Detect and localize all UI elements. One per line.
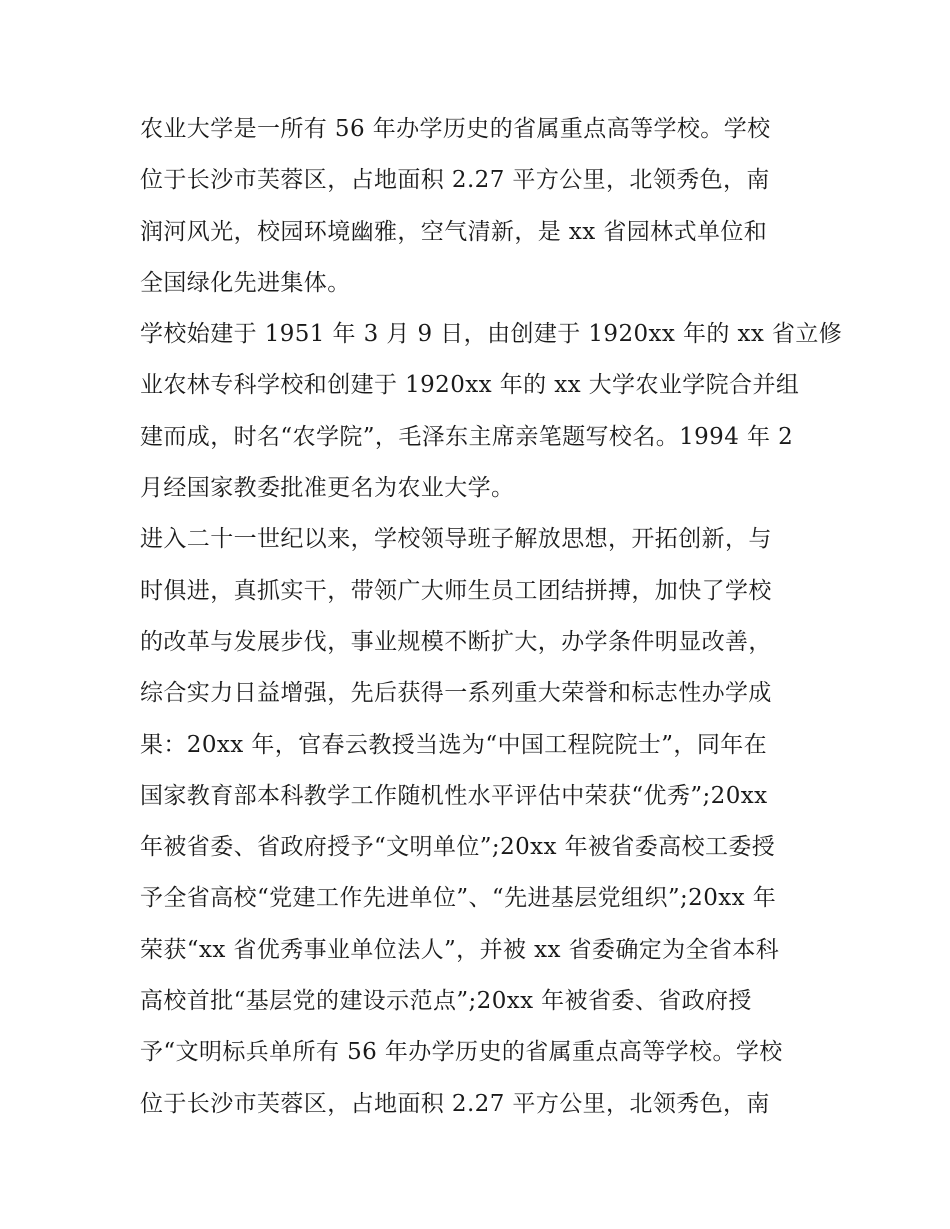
text-line: 国家教育部本科教学工作随机性水平评估中荣获“优秀”;20xx: [140, 782, 768, 809]
text-line: 业农林专科学校和创建于 1920xx 年的 xx 大学农业学院合并组: [140, 372, 800, 399]
text-line: 进入二十一世纪以来，学校领导班子解放思想，开拓创新，与: [140, 526, 772, 553]
text-line: 予全省高校“党建工作先进单位”、“先进基层党组织”;20xx 年: [140, 885, 777, 912]
text-line: 润河风光，校园环境幽雅，空气清新，是 xx 省园林式单位和: [140, 218, 768, 245]
text-line: 果：20xx 年，官春云教授当选为“中国工程院院士”，同年在: [140, 731, 768, 758]
text-line: 予“文明标兵单所有 56 年办学历史的省属重点高等学校。学校: [140, 1039, 783, 1066]
text-line: 的改革与发展步伐，事业规模不断扩大，办学条件明显改善，: [140, 628, 772, 655]
text-line: 农业大学是一所有 56 年办学历史的省属重点高等学校。学校: [140, 116, 771, 142]
text-line: 高校首批“基层党的建设示范点”;20xx 年被省委、省政府授: [140, 988, 752, 1015]
text-line: 年被省委、省政府授予“文明单位”;20xx 年被省委高校工委授: [140, 834, 776, 861]
text-line: 位于长沙市芙蓉区，占地面积 2.27 平方公里，北领秀色，南: [140, 167, 770, 194]
text-line: 位于长沙市芙蓉区，占地面积 2.27 平方公里，北领秀色，南: [140, 1090, 770, 1117]
text-line: 时俱进，真抓实干，带领广大师生员工团结拼搏，加快了学校: [140, 577, 772, 604]
text-line: 全国绿化先进集体。: [140, 269, 351, 296]
body-text: [140, 104, 843, 1130]
text-line: 荣获“xx 省优秀事业单位法人”，并被 xx 省委确定为全省本科: [140, 936, 780, 963]
text-line: 综合实力日益增强，先后获得一系列重大荣誉和标志性办学成: [140, 680, 772, 707]
text-line: 月经国家教委批准更名为农业大学。: [140, 475, 515, 502]
text-line: 建而成，时名“农学院”，毛泽东主席亲笔题写校名。1994 年 2: [140, 423, 794, 450]
text-line: 学校始建于 1951 年 3 月 9 日，由创建于 1920xx 年的 xx 省立修: [140, 321, 843, 348]
